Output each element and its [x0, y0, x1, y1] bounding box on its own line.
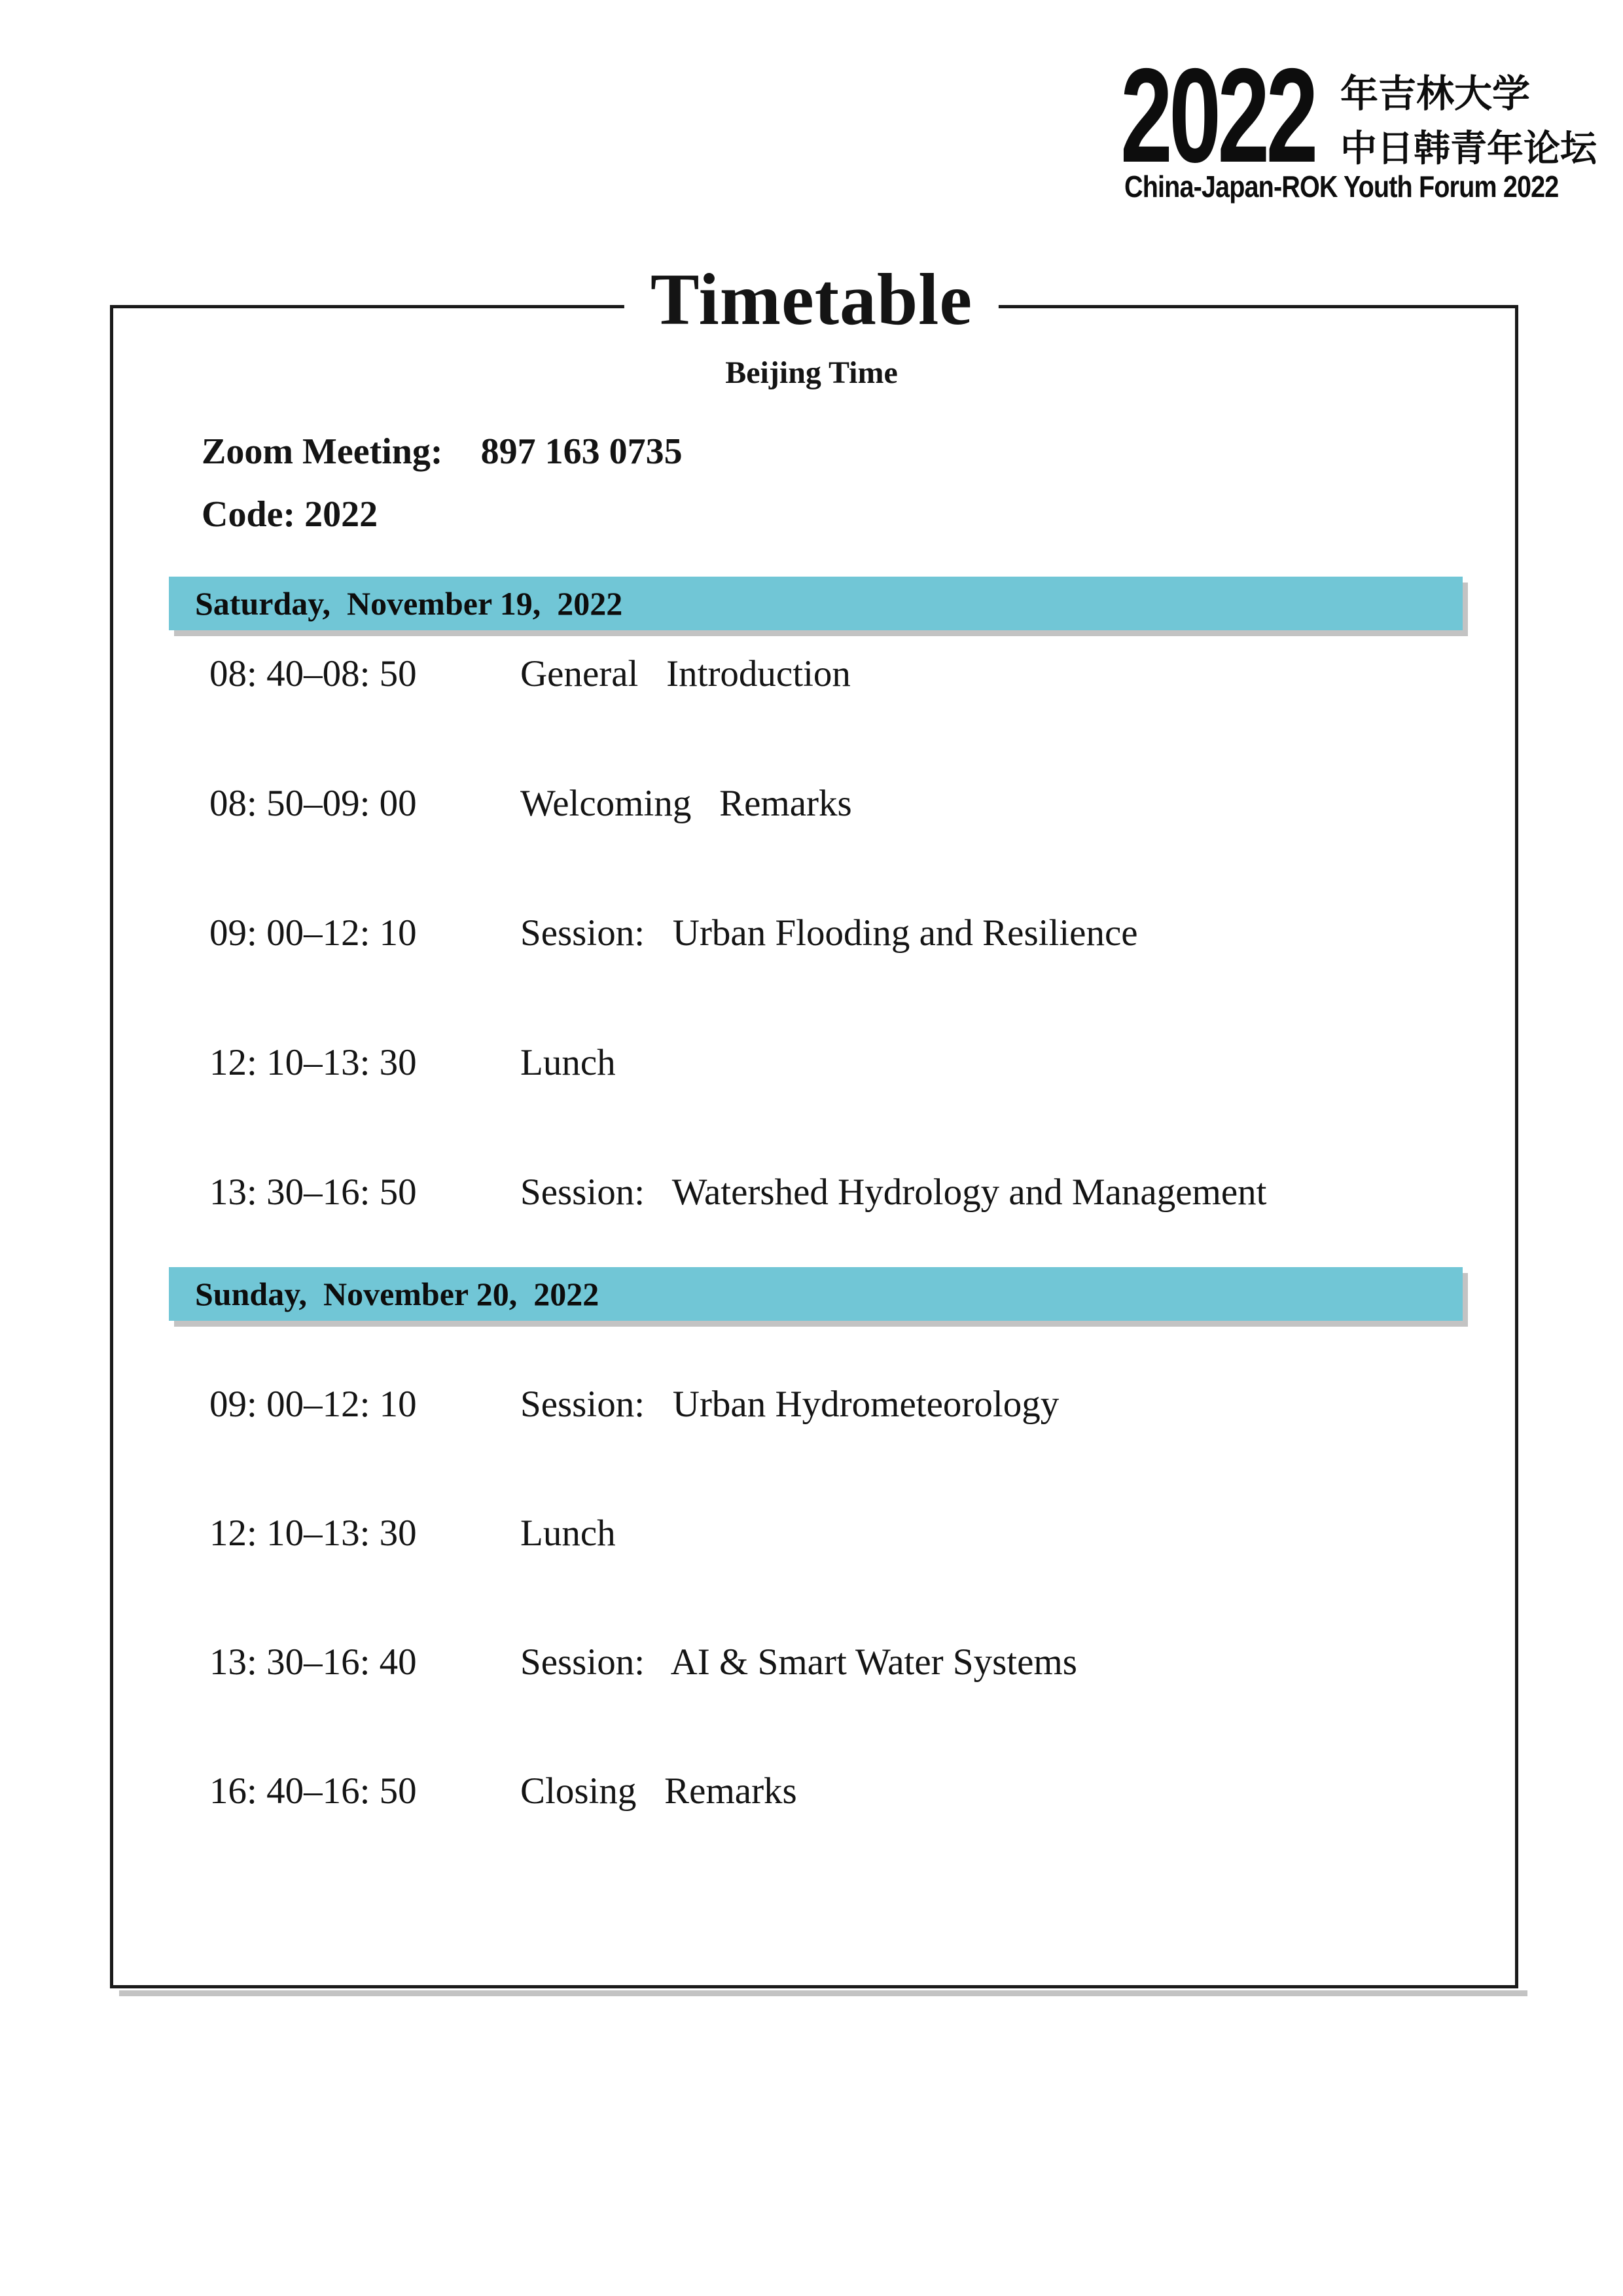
zoom-meeting-id: 897 163 0735 — [480, 431, 683, 472]
schedule-row — [0, 1511, 1623, 1556]
schedule-row — [0, 651, 1623, 697]
schedule-row — [0, 1040, 1623, 1086]
row-activity: Session: Urban Flooding and Resilience — [520, 912, 1138, 954]
schedule-row — [0, 1768, 1623, 1814]
row-time: 16: 40–16: 50 — [209, 1770, 417, 1812]
schedule-row — [0, 1382, 1623, 1427]
forum-logo — [1120, 33, 1597, 213]
box-shadow — [119, 1990, 1527, 1996]
timezone-subtitle: Beijing Time — [725, 355, 898, 390]
meeting-code: Code: 2022 — [202, 494, 378, 535]
row-activity: Welcoming Remarks — [520, 783, 852, 824]
schedule-row — [0, 1640, 1623, 1685]
schedule-row — [0, 910, 1623, 956]
row-activity: Session: AI & Smart Water Systems — [520, 1641, 1077, 1683]
logo-chinese-line2: 中日韩青年论坛 — [1340, 128, 1597, 169]
row-activity: Lunch — [520, 1513, 616, 1554]
row-time: 08: 40–08: 50 — [209, 653, 417, 694]
row-time: 12: 10–13: 30 — [209, 1042, 417, 1083]
row-activity: Closing Remarks — [520, 1770, 797, 1812]
row-activity: Session: Urban Hydrometeorology — [520, 1384, 1060, 1425]
row-time: 09: 00–12: 10 — [209, 912, 417, 954]
schedule-row — [0, 1170, 1623, 1215]
row-time: 13: 30–16: 50 — [209, 1172, 417, 1213]
row-time: 13: 30–16: 40 — [209, 1641, 417, 1683]
day-header-bar — [169, 577, 1463, 630]
zoom-meeting-line — [202, 431, 683, 473]
row-time: 09: 00–12: 10 — [209, 1384, 417, 1425]
row-activity: Session: Watershed Hydrology and Management — [520, 1172, 1267, 1213]
zoom-meeting-label: Zoom Meeting: — [202, 431, 443, 472]
row-activity: Lunch — [520, 1042, 616, 1083]
page-title: Timetable — [624, 262, 999, 339]
day-label: Saturday, November 19, 2022 — [195, 585, 623, 622]
row-activity: General Introduction — [520, 653, 851, 694]
logo-chinese-line1: 年吉林大学 — [1340, 73, 1531, 115]
logo-english-line: China-Japan-ROK Youth Forum 2022 — [1124, 170, 1559, 204]
day-label: Sunday, November 20, 2022 — [195, 1276, 599, 1312]
timetable-box — [110, 305, 1518, 1988]
logo-chinese-lines — [1340, 67, 1597, 175]
row-time: 08: 50–09: 00 — [209, 783, 417, 824]
day-header-bar — [169, 1267, 1463, 1321]
row-time: 12: 10–13: 30 — [209, 1513, 417, 1554]
logo-year: 2022 — [1120, 41, 1315, 190]
schedule-row — [0, 781, 1623, 827]
